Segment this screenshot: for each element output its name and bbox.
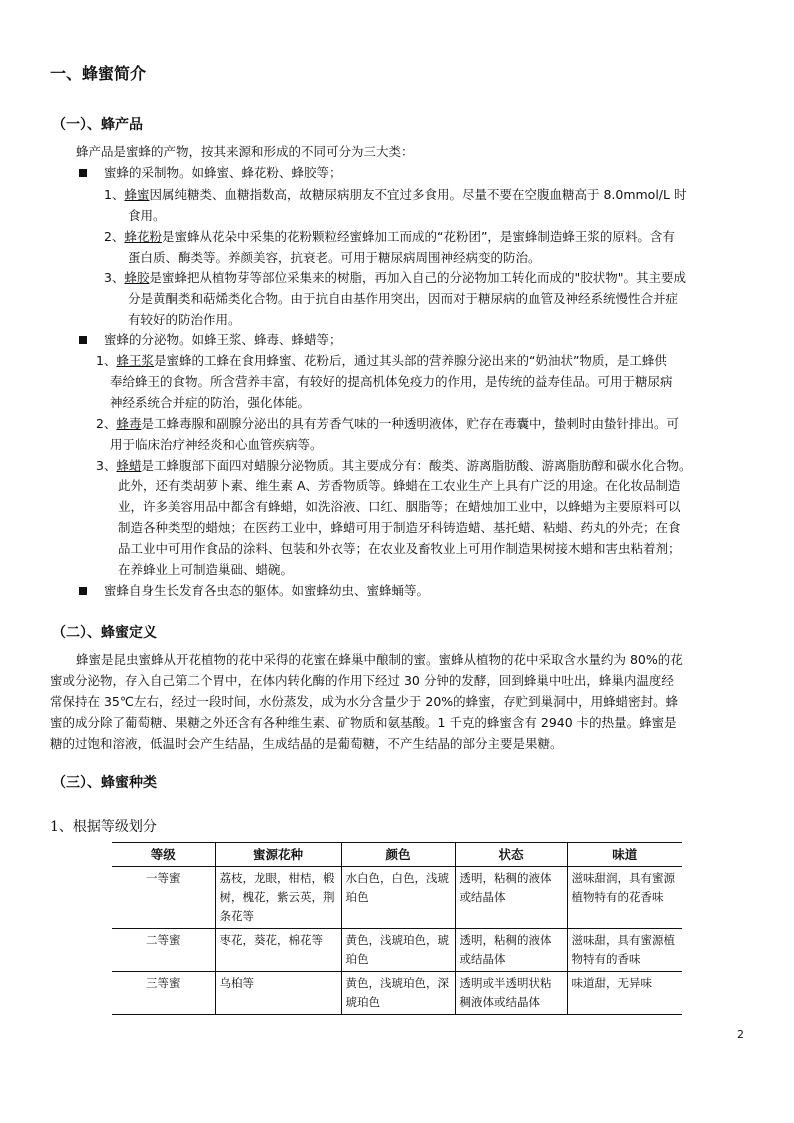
item-propolis: 3、蜂胶是蜜蜂把从植物芽等部位采集来的树脂，再加入自己的分泌物加工转化而成的"胶状物"。其主要成 — [104, 270, 686, 285]
section-title-definition: （二）、蜂蜜定义 — [52, 625, 157, 641]
item-pollen: 2、蜂花粉是蜜蜂从花朵中采集的花粉颗粒经蜜蜂加工而成的“花粉团”，是蜜蜂制造蜂王浆的原料。含有 — [104, 229, 675, 244]
item-royal-jelly-cont-1: 奉给蜂王的食物。所含营养丰富，有较好的提高机体免疫力的作用，是传统的益寿佳品。可用于糖尿病 — [110, 374, 673, 389]
table-row — [112, 972, 682, 1015]
table-cell: 黄色，浅琥珀色，琥珀色 — [341, 929, 455, 972]
definition-line: 蜜的成分除了葡萄糖、果糖之外还含有各种维生素、矿物质和氨基酸。1 千克的蜂蜜含有 2940 卡的热量。蜂蜜是 — [50, 715, 677, 730]
definition-line: 蜜或分泌物，存入自己第二个胃中，在体内转化酶的作用下经过 30 分钟的发酵，回到蜂巢中吐出，蜂巢内温度经 — [50, 673, 674, 688]
table-cell: 透明或半透明状粘稠液体或结晶体 — [455, 972, 567, 1015]
item-beeswax-cont-3: 制造各种类型的蜡烛；在医药工业中，蜂蜡可用于制造牙科铸造蜡、基托蜡、粘蜡、药丸的外壳；在食 — [118, 520, 681, 535]
item-beeswax: 3、蜂蜡是工蜂腹部下面四对蜡腺分泌物质。其主要成分有：酸类、游离脂肪酸、游离脂肪醇和碳水化合物。 — [96, 458, 692, 473]
bullet-secretions: 蜜蜂的分泌物。如蜂王浆、蜂毒、蜂蜡等； — [104, 332, 342, 347]
definition-line: 蜂蜜是昆虫蜜蜂从开花植物的花中采得的花蜜在蜂巢中酿制的蜜。蜜蜂从植物的花中采取含水量约为 80%的花 — [76, 652, 683, 667]
item-venom-cont: 用于临床治疗神经炎和心血管疾病等。 — [110, 437, 323, 452]
table-cell: 二等蜜 — [112, 929, 215, 972]
column-header: 颜色 — [341, 843, 455, 867]
column-header: 蜜源花种 — [215, 843, 341, 867]
bullet-bodies: 蜜蜂自身生长发育各虫态的躯体。如蜜蜂幼虫、蜜蜂蛹等。 — [104, 583, 430, 598]
table-cell: 三等蜜 — [112, 972, 215, 1015]
paragraph-intro: 蜂产品是蜜蜂的产物，按其来源和形成的不同可分为三大类： — [76, 144, 414, 159]
bullet-icon — [79, 169, 87, 177]
table-cell: 味道甜，无异味 — [567, 972, 682, 1015]
table-row — [112, 929, 682, 972]
section-title-types: （三）、蜂蜜种类 — [52, 775, 157, 791]
page-number: 2 — [737, 1028, 744, 1041]
table-cell: 乌桕等 — [215, 972, 341, 1015]
table-cell: 透明，粘稠的液体或结晶体 — [455, 929, 567, 972]
item-propolis-cont-2: 有较好的防治作用。 — [128, 312, 241, 327]
bullet-icon — [79, 587, 87, 595]
column-header: 等级 — [112, 843, 215, 867]
item-propolis-cont-1: 分是黄酮类和萜烯类化合物。由于抗自由基作用突出，因而对于糖尿病的血管及神经系统慢性合并症 — [128, 291, 679, 306]
definition-line: 常保持在 35℃左右，经过一段时间，水份蒸发，成为水分含量少于 20%的蜂蜜，存贮到巢洞中，用蜂蜡密封。蜂 — [50, 694, 679, 709]
item-venom: 2、蜂毒是工蜂毒腺和副腺分泌出的具有芳香气味的一种透明液体，贮存在毒囊中，蛰刺时由蛰针排出。可 — [96, 416, 679, 431]
column-header: 状态 — [455, 843, 567, 867]
grade-table — [112, 842, 682, 1015]
table-row — [112, 867, 682, 929]
bullet-icon — [79, 336, 87, 344]
table-cell: 水白色，白色，浅琥珀色 — [341, 867, 455, 929]
item-honey: 1、蜂蜜因属纯糖类、血糖指数高，故糖尿病朋友不宜过多食用。尽量不要在空腹血糖高于 8.0mmol/L 时 — [104, 187, 687, 202]
item-beeswax-cont-1: 此外，还有类胡萝卜素、维生素 A、芳香物质等。蜂蜡在工农业生产上具有广泛的用途。在化妆品制造 — [118, 478, 681, 493]
column-header: 味道 — [567, 843, 682, 867]
section-title-bee-products: （一）、蜂产品 — [52, 117, 143, 133]
item-pollen-cont: 蛋白质、酶类等。养颜美容，抗衰老。可用于糖尿病周围神经病变的防治。 — [128, 250, 541, 265]
item-honey-cont: 食用。 — [128, 208, 166, 223]
item-royal-jelly-cont-2: 神经系统合并症的防治，强化体能。 — [110, 395, 311, 410]
item-beeswax-cont-5: 在养蜂业上可制造巢础、蜡碗。 — [118, 562, 294, 577]
subsection-title-grade: 1、根据等级划分 — [50, 819, 157, 835]
table-cell: 黄色，浅琥珀色，深琥珀色 — [341, 972, 455, 1015]
table-cell: 一等蜜 — [112, 867, 215, 929]
item-royal-jelly: 1、蜂王浆是蜜蜂的工蜂在食用蜂蜜、花粉后，通过其头部的营养腺分泌出来的“奶油状”物质，是工蜂供 — [96, 353, 667, 368]
page-heading: 一、蜂蜜简介 — [50, 64, 147, 83]
table-cell: 枣花，葵花，棉花等 — [215, 929, 341, 972]
table-cell: 滋味甜润，具有蜜源植物特有的花香味 — [567, 867, 682, 929]
item-beeswax-cont-4: 品工业中可用作食品的涂料、包装和外衣等；在农业及畜牧业上可用作制造果树接木蜡和害虫粘着剂； — [118, 541, 681, 556]
table-cell: 荔枝，龙眼，柑桔，椴树，槐花，紫云英，荆条花等 — [215, 867, 341, 929]
bullet-collected: 蜜蜂的采制物。如蜂蜜、蜂花粉、蜂胶等； — [104, 165, 342, 180]
table-cell: 透明，粘稠的液体或结晶体 — [455, 867, 567, 929]
table-header-row — [112, 843, 682, 867]
table-cell: 滋味甜，具有蜜源植物特有的香味 — [567, 929, 682, 972]
definition-line: 糖的过饱和溶液，低温时会产生结晶，生成结晶的是葡萄糖，不产生结晶的部分主要是果糖。 — [50, 736, 563, 751]
item-beeswax-cont-2: 业，许多美容用品中都含有蜂蜡，如洗浴液、口红、胭脂等；在蜡烛加工业中，以蜂蜡为主要原料可以 — [118, 499, 681, 514]
